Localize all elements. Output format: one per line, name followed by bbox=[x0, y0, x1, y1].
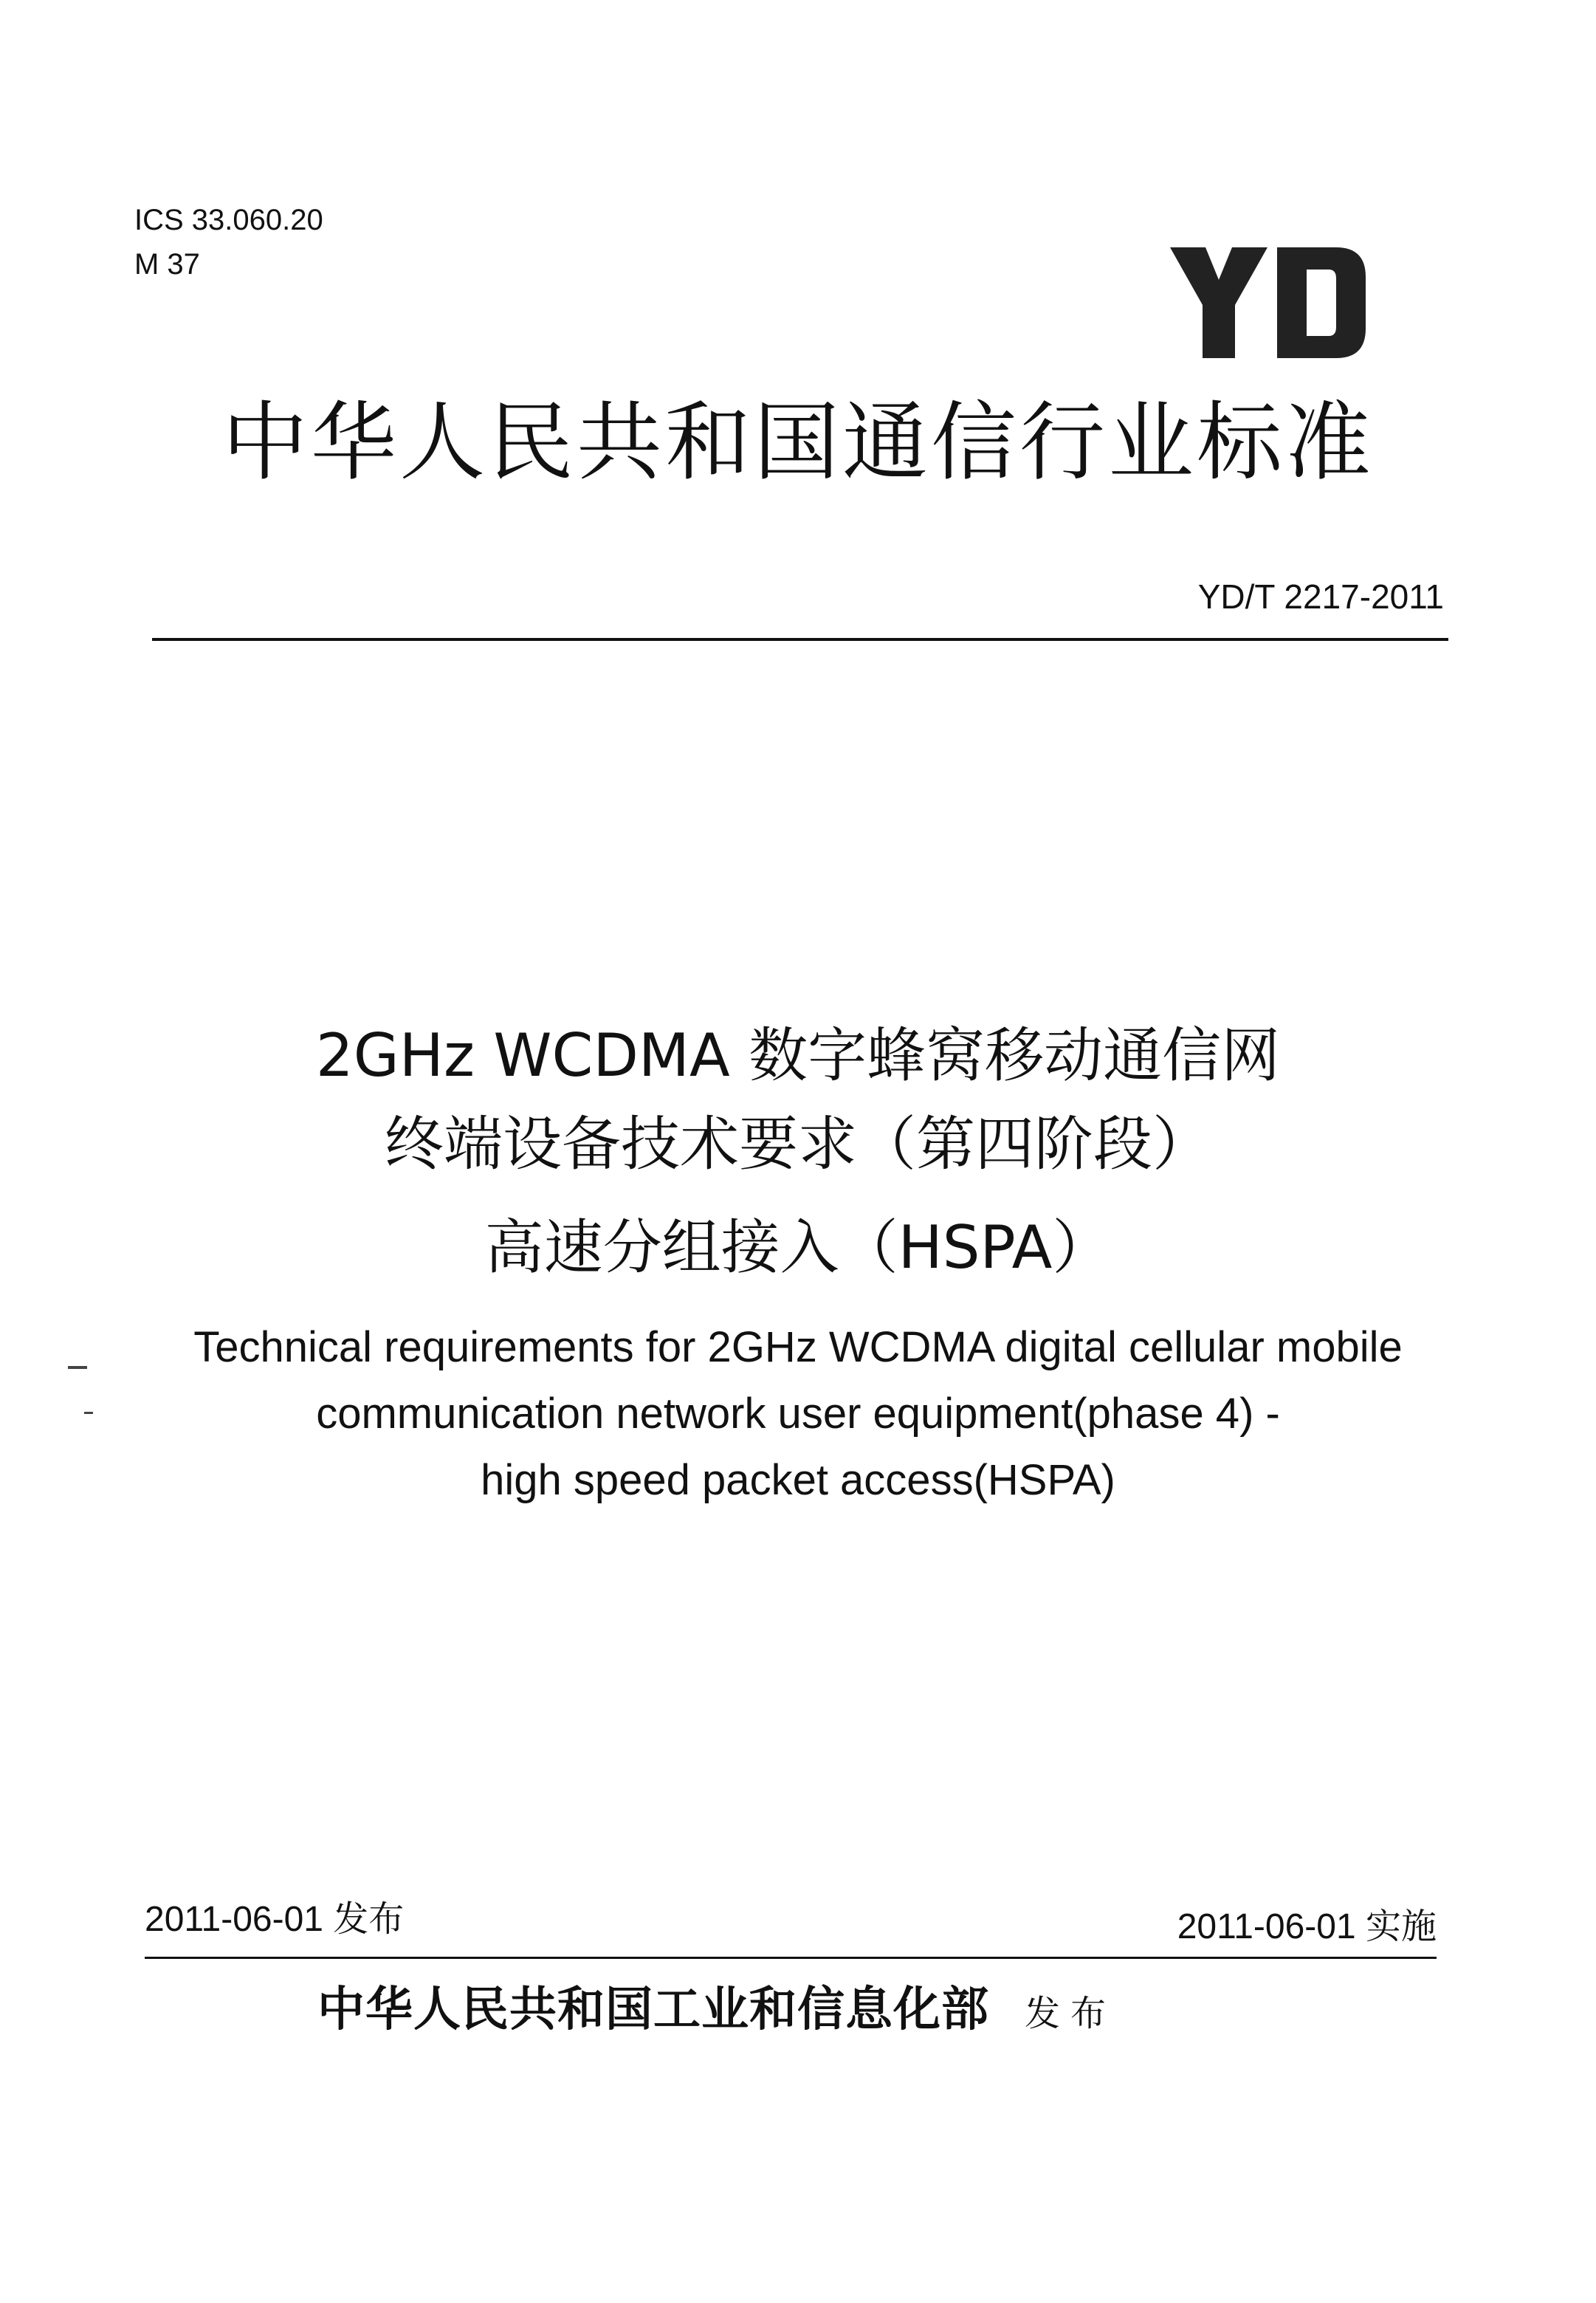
yd-logo-graphic bbox=[1170, 247, 1366, 358]
footer-divider bbox=[145, 1957, 1437, 1959]
standard-title: 中华人民共和国通信行业标准 bbox=[222, 393, 1374, 492]
title-en-line-2: communication network user equipment(phase 4) - bbox=[316, 1390, 1280, 1438]
scan-mark bbox=[68, 1366, 87, 1369]
title-zh-line-1: 2GHz WCDMA 数字蜂窝移动通信网 bbox=[315, 1021, 1281, 1090]
issuer bbox=[317, 1979, 1116, 2045]
issuer-suffix: 发布 bbox=[1025, 1993, 1117, 2034]
effective-date: 2011-06-01 实施 bbox=[1177, 1907, 1437, 1946]
title-en-line-1: Technical requirements for 2GHz WCDMA digital cellular mobile bbox=[193, 1323, 1403, 1371]
standard-number: YD/T 2217-2011 bbox=[1197, 577, 1444, 616]
yd-logo bbox=[1170, 247, 1366, 358]
classification-code: M 37 bbox=[134, 248, 200, 281]
title-en-line-3: high speed packet access(HSPA) bbox=[481, 1456, 1115, 1504]
publish-date: 2011-06-01 发布 bbox=[145, 1900, 405, 1939]
ics-code: ICS 33.060.20 bbox=[134, 204, 323, 236]
header-divider bbox=[152, 638, 1448, 641]
issuer-name: 中华人民共和国工业和信息化部 bbox=[317, 1982, 989, 2037]
title-zh-line-3: 高速分组接入（HSPA） bbox=[484, 1213, 1112, 1282]
scan-mark bbox=[84, 1412, 93, 1414]
title-zh-line-2: 终端设备技术要求（第四阶段） bbox=[385, 1110, 1211, 1178]
